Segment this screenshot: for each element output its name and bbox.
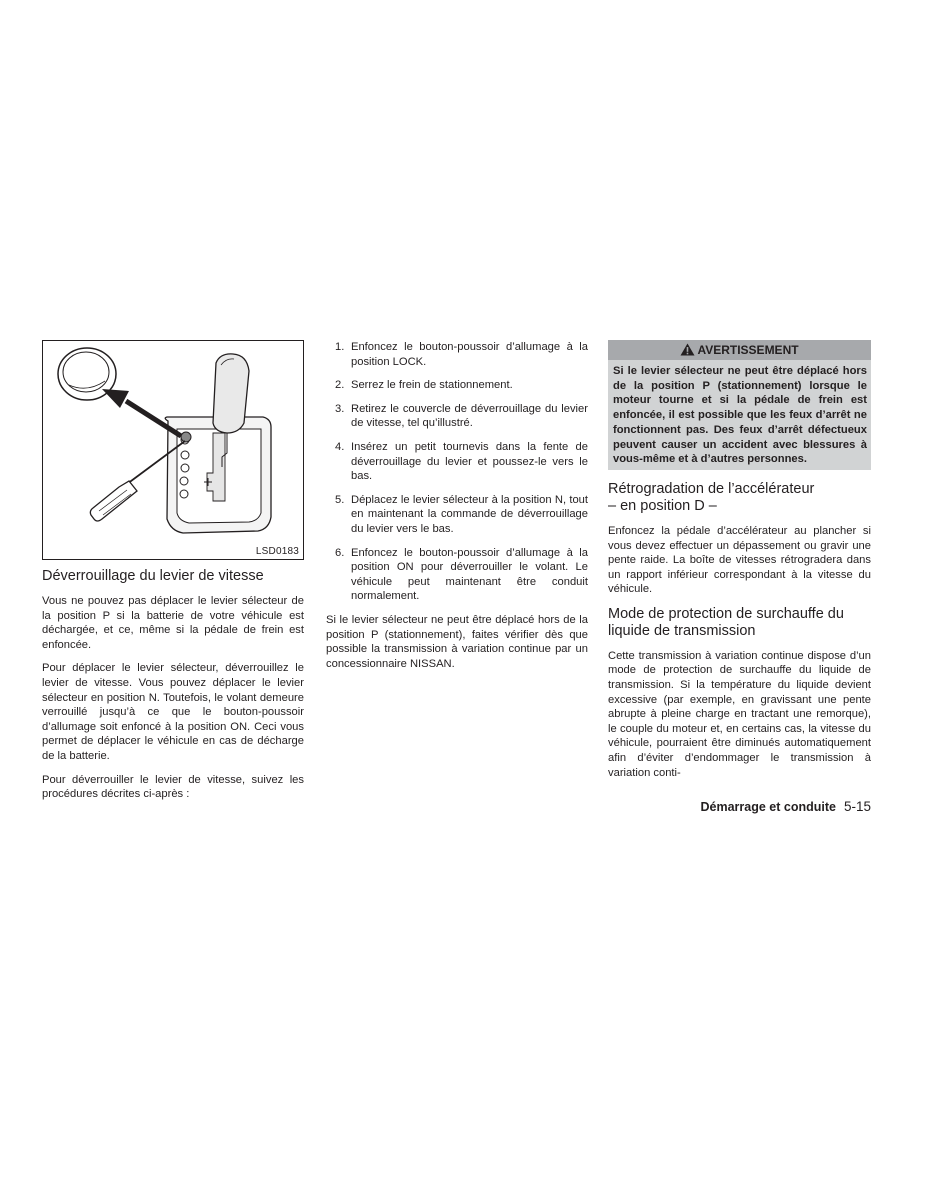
warning-title: AVERTISSEMENT [697, 343, 799, 357]
procedure-steps [326, 340, 588, 604]
page-number: 5-15 [843, 799, 871, 814]
column-right [608, 340, 871, 789]
page-footer [701, 799, 872, 814]
list-item [326, 340, 588, 369]
section-heading: Rétrogradation de l’accélérateur – en position D – [608, 480, 815, 514]
step-number: 6. [335, 546, 345, 559]
step-number: 1. [335, 341, 345, 353]
step-text: Serrez le frein de stationnement. [351, 379, 513, 392]
paragraph: Cette transmission à variation continue dispose d’un mode de protection de surchauffe du liquide de transmission. Si la température du liquide devient excessive (par exemple, en gravissant une pente abrupte à pleine charge en tractant une remorque), le couple du moteur et, en certains cas, la vitesse du véhicule, pourraient être diminués automatiquement afin d’éviter d’endommager le transmission à variation conti- [608, 649, 871, 779]
warning-triangle-icon [680, 342, 695, 362]
step-number: 3. [335, 402, 345, 415]
paragraph: Si le levier sélecteur ne peut être déplacé hors de la position P (stationnement), faites vérifier dès que possible la transmission à variation continue par un concessionnaire NISSAN. [326, 613, 588, 670]
step-text: Retirez le couvercle de déverrouillage du levier de vitesse, tel qu’illustré. [351, 402, 588, 430]
paragraph: Enfoncez la pédale d’accélérateur au plancher si vous devez effectuer un dépassement ou gravir une pente raide. La boîte de vitesses rétrogradera dans un rapport inférieur correspondant à la vitesse du véhicule. [608, 524, 871, 596]
column-left [42, 340, 304, 811]
step-text: Déplacez le levier sélecteur à la position N, tout en maintenant la commande de déverrouillage du levier vers le bas. [351, 493, 588, 535]
step-text: Enfoncez le bouton-poussoir d’allumage à la position ON pour déverrouiller le volant. Le véhicule peut maintenant être conduit normalement. [351, 546, 588, 603]
step-text: Insérez un petit tournevis dans la fente de déverrouillage du levier et poussez-le vers le bas. [351, 440, 588, 483]
list-item [326, 440, 588, 484]
direction-arrow-icon [102, 389, 181, 436]
paragraph: Pour déverrouiller le levier de vitesse, suivez les procédures décrites ci-après : [42, 773, 304, 801]
warning-header [608, 340, 871, 360]
figure-code: LSD0183 [255, 546, 299, 557]
warning-text: Si le levier sélecteur ne peut être déplacé hors de la position P (stationnement) lorsque le moteur tourne et si la pédale de frein est enfoncée, il est possible que les feux d’arrêt ne fonctionnent pas. Des feux d’arrêt défectueux peuvent causer un accident avec blessures à vous-même et à d’autres personnes. [608, 360, 871, 470]
shift-lock-illustration [42, 340, 304, 560]
column-middle [326, 340, 588, 680]
warning-box [608, 340, 871, 470]
list-item [326, 493, 588, 537]
step-number: 5. [335, 493, 345, 506]
list-item [326, 546, 588, 604]
step-number: 2. [335, 379, 345, 392]
step-number: 4. [335, 440, 345, 453]
list-item [326, 402, 588, 431]
section-heading: Déverrouillage du levier de vitesse [42, 568, 264, 584]
paragraph: Pour déplacer le levier sélecteur, déverrouillez le levier de vitesse. Vous pouvez déplacer le levier sélecteur en position N. Toutefois, le volant demeure verrouillé jusqu’à ce que le bouton-poussoir d’allumage soit enfoncé à la position ON. Ceci vous permet de déplacer le véhicule en cas de décharge de la batterie. [42, 662, 304, 762]
list-item [326, 378, 588, 393]
section-heading: Mode de protection de surchauffe du liquide de transmission [608, 605, 844, 639]
paragraph: Vous ne pouvez pas déplacer le levier sélecteur de la position P si la batterie de votre véhicule est déchargée, et ce, même si la pédale de frein est enfoncée. [42, 595, 304, 651]
section-title: Démarrage et conduite [700, 800, 836, 814]
step-text: Enfoncez le bouton-poussoir d’allumage à la position LOCK. [351, 341, 588, 368]
shift-lever-drawing [43, 341, 303, 559]
